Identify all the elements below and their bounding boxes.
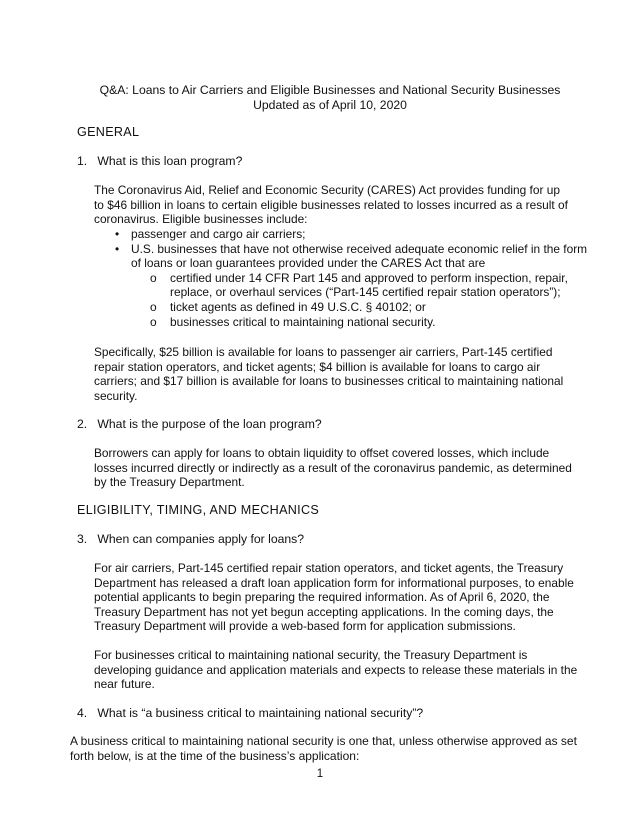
list-item-continuation: of loans or loan guarantees provided under the CARES Act that are <box>131 256 486 271</box>
question-number: 2. <box>77 417 88 431</box>
text-line: Borrowers can apply for loans to obtain liquidity to offset covered losses, which include <box>94 446 550 460</box>
document-title: Q&A: Loans to Air Carriers and Eligible Businesses and National Security Businesses <box>99 83 561 97</box>
answer-1-intro <box>94 183 574 227</box>
text-line: potential applicants to begin preparing the required information. As of April 6, 2020, the <box>94 590 550 605</box>
text-line: Department has released a draft loan application form for informational purposes, to enable <box>94 575 574 590</box>
answer-3-part-2 <box>94 648 578 692</box>
question-text: What is “a business critical to maintaining national security”? <box>97 706 424 720</box>
text-line: security. <box>94 388 138 403</box>
page-number: 1 <box>316 768 324 780</box>
text-line: For businesses critical to maintaining national security, the Treasury Department is <box>94 648 528 662</box>
question-number: 1. <box>77 154 88 168</box>
question-4 <box>77 706 423 721</box>
question-text: When can companies apply for loans? <box>97 532 305 546</box>
text-line: forth below, is at the time of the business’s application: <box>70 749 360 763</box>
text-line: The Coronavirus Aid, Relief and Economic Security (CARES) Act provides funding for up <box>94 183 560 197</box>
text-line: Specifically, $25 billion is available for loans to passenger air carriers, Part-145 certified <box>94 345 553 359</box>
text-line: repair station operators, and ticket agents; $4 billion is available for loans to cargo air <box>94 359 541 374</box>
sub-bullet-icon: o <box>150 299 157 314</box>
sub-bullet-icon: o <box>150 314 157 329</box>
text-line: losses incurred directly or indirectly as a result of the coronavirus pandemic, as determined <box>94 460 572 475</box>
section-heading-eligibility: ELIGIBILITY, TIMING, AND MECHANICS <box>77 503 320 517</box>
sub-list-item-text: certified under 14 CFR Part 145 and approved to perform inspection, repair, <box>170 270 568 285</box>
text-line: A business critical to maintaining national security is one that, unless otherwise approved as set <box>70 734 577 748</box>
answer-3-part-1 <box>94 561 574 634</box>
list-item <box>94 227 574 242</box>
document-date: Updated as of April 10, 2020 <box>253 98 407 112</box>
list-item <box>94 241 588 257</box>
question-text: What is the purpose of the loan program? <box>97 417 322 431</box>
text-line: For air carriers, Part-145 certified repair station operators, and ticket agents, the Treasury <box>94 561 564 575</box>
text-line: coronavirus. Eligible businesses include: <box>94 212 308 227</box>
question-2 <box>77 417 322 432</box>
list-item-text: U.S. businesses that have not otherwise received adequate economic relief in the form <box>131 241 588 256</box>
bullet-icon: • <box>115 241 120 256</box>
text-line: by the Treasury Department. <box>94 475 245 490</box>
text-line: near future. <box>94 677 155 692</box>
sub-list-item-text: ticket agents as defined in 49 U.S.C. § 40102; or <box>170 299 426 314</box>
answer-2 <box>94 446 574 490</box>
list-item-text: passenger and cargo air carriers; <box>131 227 306 241</box>
text-line: Treasury Department will provide a web-based form for application submissions. <box>94 619 516 634</box>
text-line: Treasury Department has not yet begun accepting applications. In the coming days, the <box>94 604 554 619</box>
section-heading-general: GENERAL <box>77 125 140 139</box>
sub-bullet-icon: o <box>150 270 157 285</box>
answer-4 <box>70 734 577 764</box>
bullet-icon: • <box>115 227 120 241</box>
sub-list-item-continuation: replace, or overhaul services (“Part-145 certified repair station operators”); <box>170 285 561 300</box>
sub-list-item <box>94 300 574 315</box>
question-number: 3. <box>77 532 88 546</box>
question-3 <box>77 532 304 547</box>
text-line: to $46 billion in loans to certain eligible businesses related to losses incurred as a result of <box>94 197 568 212</box>
eligible-business-list <box>94 227 588 329</box>
text-line: carriers; and $17 billion is available for loans to businesses critical to maintaining national <box>94 374 564 389</box>
sub-list-item <box>94 315 574 330</box>
answer-1-specifics <box>94 345 574 403</box>
sub-list-item-text: businesses critical to maintaining national security. <box>170 314 436 329</box>
sub-list-item <box>94 271 574 286</box>
question-number: 4. <box>77 706 88 720</box>
question-1 <box>77 154 242 169</box>
text-line: developing guidance and application materials and expects to release these materials in the <box>94 662 578 677</box>
question-text: What is this loan program? <box>97 154 243 168</box>
